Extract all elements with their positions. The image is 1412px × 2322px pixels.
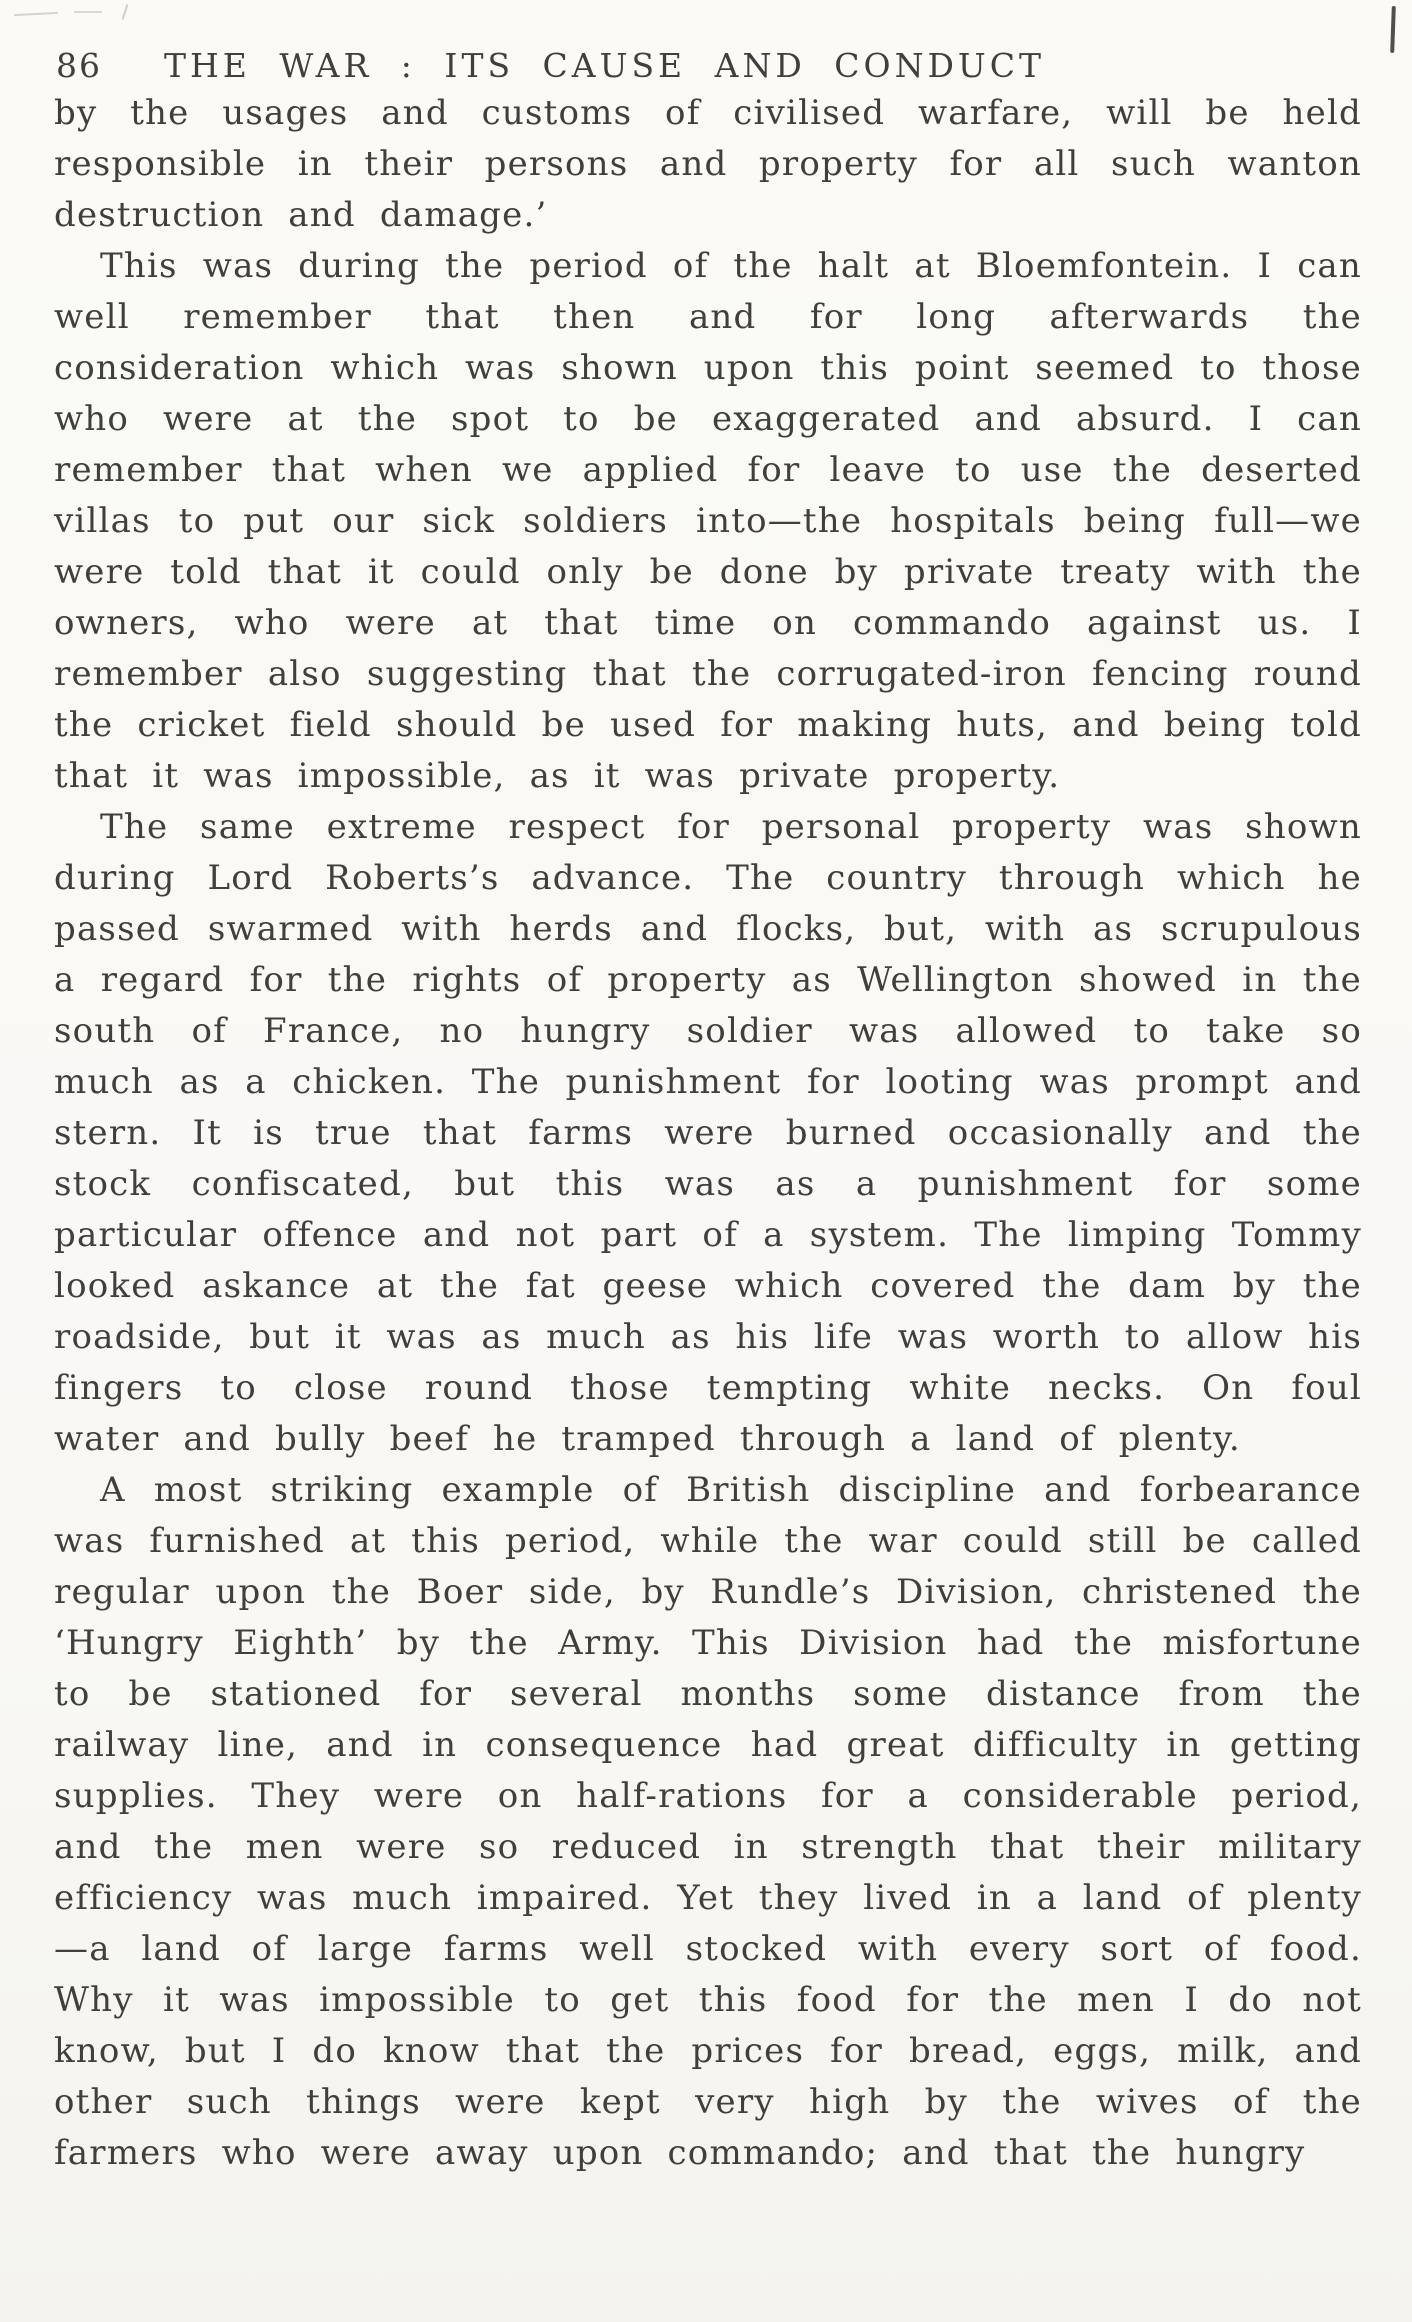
page-body-text: [54, 88, 1362, 2179]
page-number: 86: [56, 46, 102, 85]
paragraph: This was during the period of the halt at Bloemfontein. I can well remember that then and for long afterwards the consideration which was shown upon this point seemed to those who were at the spot to be exaggerated and absurd. I can remember that when we applied for leave to use the deserted villas to put our sick soldiers into—the hospitals being full—we were told that it could only be done by private treaty with the owners, who were at that time on commando against us. I remember also suggesting that the corrugated-iron fencing round the cricket field should be used for making huts, and being told that it was impossible, as it was private property.: [54, 246, 1362, 796]
pen-mark-artifact: [1390, 6, 1396, 53]
scan-smudge-artifact: [14, 12, 58, 16]
running-title: THE WAR : ITS CAUSE AND CONDUCT: [164, 46, 1046, 85]
page-header: [54, 42, 1362, 86]
paragraph: A most striking example of British discipline and forbearance was furnished at this period, while the war could still be called regular upon the Boer side, by Rundle’s Division, christened the ‘Hungry Eighth’ by the Army. This Division had the misfortune to be stationed for several months some distance from the railway line, and in consequence had great difficulty in getting supplies. They were on half-rations for a considerable period, and the men were so reduced in strength that their military efficiency was much impaired. Yet they lived in a land of plenty —a land of large farms well stocked with every sort of food. Why it was impossible to get this food for the men I do not know, but I do know that the prices for bread, eggs, milk, and other such things were kept very high by the wives of the farmers who were away upon commando; and that the hungry: [54, 1470, 1362, 2173]
scan-smudge-artifact: [122, 4, 129, 20]
paragraph: The same extreme respect for personal property was shown during Lord Roberts’s advance. The country through which he passed swarmed with herds and flocks, but, with as scrupulous a regard for the rights of property as Wellington showed in the south of France, no hungry soldier was allowed to take so much as a chicken. The punishment for looting was prompt and stern. It is true that farms were burned occasionally and the stock confiscated, but this was as a punishment for some particular offence and not part of a system. The limping Tommy looked askance at the fat geese which covered the dam by the roadside, but it was as much as his life was worth to allow his fingers to close round those tempting white necks. On foul water and bully beef he tramped through a land of plenty.: [54, 807, 1362, 1459]
paragraph-continuation: by the usages and customs of civilised warfare, will be held responsible in their persons and property for all such wanton destruction and damage.’: [54, 93, 1362, 235]
scan-smudge-artifact: [74, 11, 102, 13]
